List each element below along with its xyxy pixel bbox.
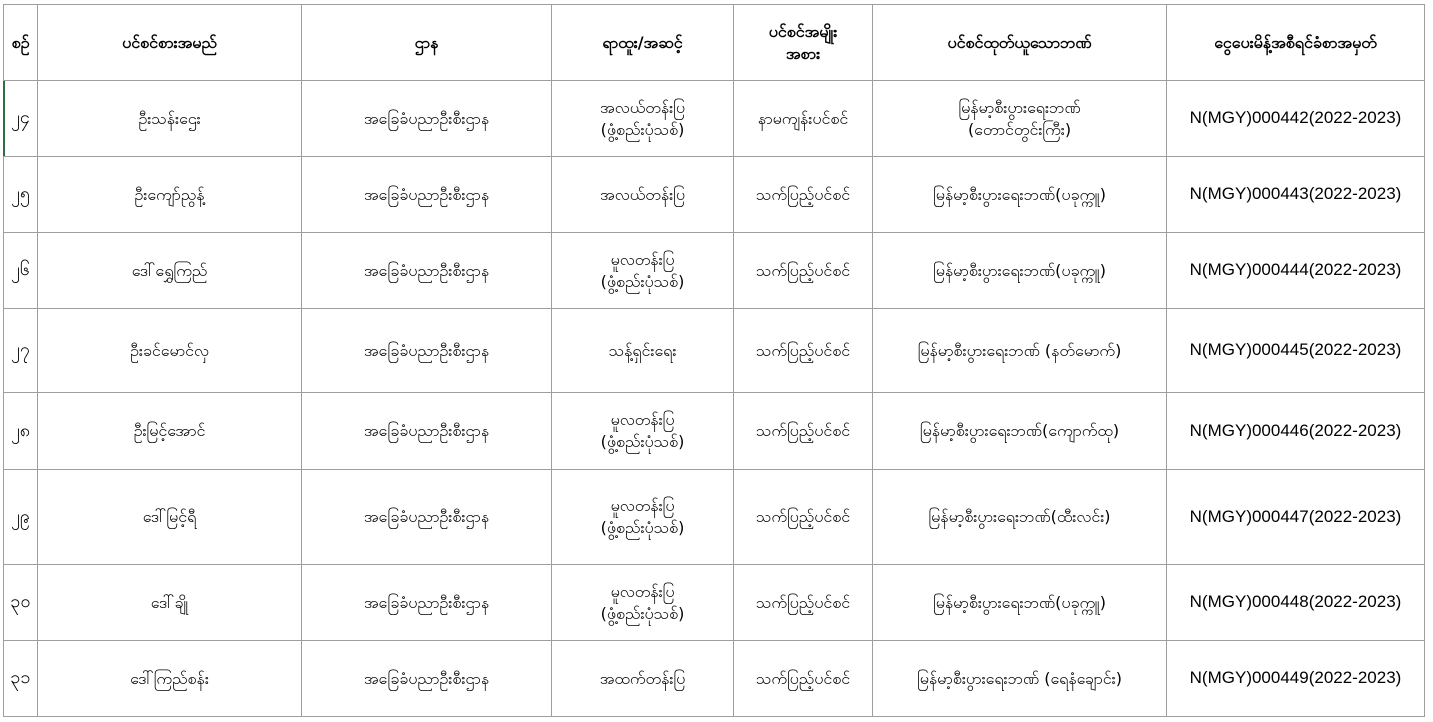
table-row <box>4 565 1425 641</box>
cell-department[interactable]: အခြေခံပညာဦးစီးဌာန <box>302 565 552 641</box>
cell-no[interactable]: ၂၈ <box>4 393 38 470</box>
cell-name[interactable]: ဦးခင်မောင်လှ <box>38 309 302 393</box>
cell-no[interactable]: ၂၅ <box>4 157 38 233</box>
cell-name[interactable]: ဒေါ်ချို <box>38 565 302 641</box>
cell-no[interactable]: ၂၉ <box>4 470 38 565</box>
cell-rank[interactable]: အလယ်တန်းပြ (ဖွံ့စည်းပုံသစ်) <box>552 81 734 157</box>
cell-department[interactable]: အခြေခံပညာဦးစီးဌာန <box>302 641 552 717</box>
cell-name[interactable]: ဦးသန်းဌေး <box>38 81 302 157</box>
table-row <box>4 157 1425 233</box>
cell-department[interactable]: အခြေခံပညာဦးစီးဌာန <box>302 309 552 393</box>
cell-no[interactable]: ၂၇ <box>4 309 38 393</box>
cell-payment-code[interactable]: N(MGY)000448(2022-2023) <box>1167 565 1425 641</box>
cell-rank[interactable]: မူလတန်းပြ (ဖွံ့စည်းပုံသစ်) <box>552 565 734 641</box>
table-row <box>4 309 1425 393</box>
cell-department[interactable]: အခြေခံပညာဦးစီးဌာန <box>302 81 552 157</box>
selected-cell-indicator <box>3 81 5 156</box>
cell-payment-code[interactable]: N(MGY)000449(2022-2023) <box>1167 641 1425 717</box>
pension-table <box>3 4 1425 717</box>
cell-bank[interactable]: မြန်မာ့စီးပွားရေးဘဏ် (နတ်မောက်) <box>873 309 1167 393</box>
cell-payment-code[interactable]: N(MGY)000445(2022-2023) <box>1167 309 1425 393</box>
header-cell-name[interactable]: ပင်စင်စားအမည် <box>38 5 302 81</box>
cell-pension-type[interactable]: သက်ပြည့်ပင်စင် <box>734 309 873 393</box>
header-cell-no[interactable]: စဉ် <box>4 5 38 81</box>
cell-department[interactable]: အခြေခံပညာဦးစီးဌာန <box>302 470 552 565</box>
header-cell-department[interactable]: ဌာန <box>302 5 552 81</box>
cell-rank[interactable]: မူလတန်းပြ (ဖွံ့စည်းပုံသစ်) <box>552 470 734 565</box>
table-row <box>4 470 1425 565</box>
cell-no[interactable]: ၂၄ <box>4 81 38 157</box>
cell-no[interactable]: ၃၀ <box>4 565 38 641</box>
cell-pension-type[interactable]: သက်ပြည့်ပင်စင် <box>734 565 873 641</box>
header-cell-bank[interactable]: ပင်စင်ထုတ်ယူသောဘဏ် <box>873 5 1167 81</box>
cell-rank[interactable]: အထက်တန်းပြ <box>552 641 734 717</box>
header-cell-rank[interactable]: ရာထူး/အဆင့် <box>552 5 734 81</box>
header-row <box>4 5 1425 81</box>
cell-pension-type[interactable]: သက်ပြည့်ပင်စင် <box>734 641 873 717</box>
cell-bank[interactable]: မြန်မာ့စီးပွားရေးဘဏ် (ရေနံချောင်း) <box>873 641 1167 717</box>
cell-name[interactable]: ဒေါ်ရွှေကြည် <box>38 233 302 309</box>
cell-pension-type[interactable]: သက်ပြည့်ပင်စင် <box>734 157 873 233</box>
cell-pension-type[interactable]: သက်ပြည့်ပင်စင် <box>734 470 873 565</box>
cell-bank[interactable]: မြန်မာ့စီးပွားရေးဘဏ်(ပခုက္ကူ) <box>873 157 1167 233</box>
cell-name[interactable]: ဒေါ်မြင့်ရီ <box>38 470 302 565</box>
table-row <box>4 233 1425 309</box>
cell-no[interactable]: ၂၆ <box>4 233 38 309</box>
cell-payment-code[interactable]: N(MGY)000443(2022-2023) <box>1167 157 1425 233</box>
table-row <box>4 641 1425 717</box>
cell-rank[interactable]: အလယ်တန်းပြ <box>552 157 734 233</box>
cell-payment-code[interactable]: N(MGY)000447(2022-2023) <box>1167 470 1425 565</box>
cell-pension-type[interactable]: သက်ပြည့်ပင်စင် <box>734 233 873 309</box>
cell-rank[interactable]: မူလတန်းပြ (ဖွံ့စည်းပုံသစ်) <box>552 393 734 470</box>
cell-payment-code[interactable]: N(MGY)000442(2022-2023) <box>1167 81 1425 157</box>
cell-rank[interactable]: မူလတန်းပြ (ဖွံ့စည်းပုံသစ်) <box>552 233 734 309</box>
cell-payment-code[interactable]: N(MGY)000444(2022-2023) <box>1167 233 1425 309</box>
cell-no[interactable]: ၃၁ <box>4 641 38 717</box>
cell-pension-type[interactable]: နာမကျန်းပင်စင် <box>734 81 873 157</box>
cell-department[interactable]: အခြေခံပညာဦးစီးဌာန <box>302 233 552 309</box>
cell-department[interactable]: အခြေခံပညာဦးစီးဌာန <box>302 393 552 470</box>
table-row <box>4 81 1425 157</box>
cell-bank[interactable]: မြန်မာ့စီးပွားရေးဘဏ်(ပခုက္ကူ) <box>873 565 1167 641</box>
table-row <box>4 393 1425 470</box>
cell-payment-code[interactable]: N(MGY)000446(2022-2023) <box>1167 393 1425 470</box>
cell-name[interactable]: ဦးကျော်ညွန့် <box>38 157 302 233</box>
header-cell-payment-code[interactable]: ငွေပေးမိန့်အစီရင်ခံစာအမှတ် <box>1167 5 1425 81</box>
header-cell-pension-type[interactable]: ပင်စင်အမျိုး အစား <box>734 5 873 81</box>
cell-bank[interactable]: မြန်မာ့စီးပွားရေးဘဏ်(ကျောက်ထု) <box>873 393 1167 470</box>
cell-pension-type[interactable]: သက်ပြည့်ပင်စင် <box>734 393 873 470</box>
cell-department[interactable]: အခြေခံပညာဦးစီးဌာန <box>302 157 552 233</box>
cell-name[interactable]: ဒေါ်ကြည်စန်း <box>38 641 302 717</box>
cell-name[interactable]: ဦးမြင့်အောင် <box>38 393 302 470</box>
cell-bank[interactable]: မြန်မာ့စီးပွားရေးဘဏ် (တောင်တွင်းကြီး) <box>873 81 1167 157</box>
cell-bank[interactable]: မြန်မာ့စီးပွားရေးဘဏ်(ပခုက္ကူ) <box>873 233 1167 309</box>
cell-rank[interactable]: သန့်ရှင်းရေး <box>552 309 734 393</box>
cell-bank[interactable]: မြန်မာ့စီးပွားရေးဘဏ်(ထီးလင်း) <box>873 470 1167 565</box>
